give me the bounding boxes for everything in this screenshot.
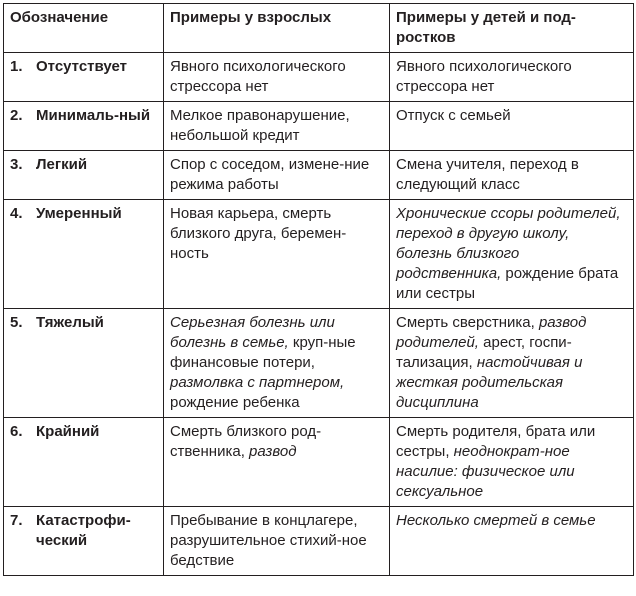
header-row (4, 4, 634, 53)
table-row (4, 309, 634, 418)
children-example-cell (390, 102, 634, 151)
severity-label: Тяжелый (36, 314, 104, 331)
adults-example-cell (164, 507, 390, 576)
severity-cell (4, 102, 164, 151)
severity-number: 6. (10, 423, 23, 440)
children-example-text: Отпуск с семьей (396, 107, 511, 124)
table-row (4, 53, 634, 102)
severity-label: Катастрофи-ческий (36, 512, 131, 549)
severity-number: 2. (10, 107, 23, 124)
stressor-table (3, 3, 634, 576)
severity-cell (4, 309, 164, 418)
adults-example-text: размолвка с партнером, (170, 374, 345, 391)
table-row (4, 418, 634, 507)
children-example-text: Явного психологического стрессора нет (396, 58, 572, 95)
severity-number: 1. (10, 58, 23, 75)
severity-label: Легкий (36, 156, 88, 173)
severity-cell (4, 507, 164, 576)
severity-label: Отсутствует (36, 58, 128, 75)
adults-example-text: Новая карьера, смерть близкого друга, беремен-ность (170, 205, 347, 262)
children-example-cell (390, 309, 634, 418)
severity-number: 5. (10, 314, 23, 331)
children-example-text: рождение брата или сестры (396, 265, 619, 302)
children-example-cell (390, 507, 634, 576)
children-example-text: арест, госпи-тализация, (396, 334, 572, 371)
severity-cell (4, 418, 164, 507)
adults-example-cell (164, 151, 390, 200)
adults-example-text: Явного психологического стрессора нет (170, 58, 346, 95)
adults-example-text: рождение ребенка (170, 394, 300, 411)
adults-example-text: Смерть близкого род-ственника, (170, 423, 322, 460)
adults-example-text: Мелкое правонарушение, небольшой кредит (170, 107, 350, 144)
children-example-cell (390, 200, 634, 309)
table-row (4, 151, 634, 200)
adults-example-cell (164, 53, 390, 102)
children-example-text: неоднократ-ное насилие: физическое или сексуальное (396, 443, 575, 500)
children-example-text: Несколько смертей в семье (396, 512, 596, 529)
severity-cell (4, 151, 164, 200)
severity-cell (4, 200, 164, 309)
children-example-text: Смерть сверстника, (396, 314, 539, 331)
severity-number: 7. (10, 512, 23, 529)
severity-cell (4, 53, 164, 102)
children-example-cell (390, 151, 634, 200)
children-example-text: Смерть родителя, брата или сестры, (396, 423, 596, 460)
header-designation: Обозначение (4, 4, 164, 53)
adults-example-text: развод (249, 443, 297, 460)
adults-example-text: Пребывание в концлагере, разрушительное стихий-ное бедствие (170, 512, 367, 569)
adults-example-cell (164, 418, 390, 507)
adults-example-cell (164, 102, 390, 151)
adults-example-text: Спор с соседом, измене-ние режима работы (170, 156, 370, 193)
severity-label: Минималь-ный (36, 107, 151, 124)
severity-number: 3. (10, 156, 23, 173)
table-row (4, 200, 634, 309)
severity-label: Крайний (36, 423, 100, 440)
adults-example-text: Серьезная болезнь или болезнь в семье, (170, 314, 335, 351)
severity-label: Умеренный (36, 205, 122, 222)
table-row (4, 102, 634, 151)
children-example-text: развод родителей, (396, 314, 587, 351)
children-example-text: Хронические ссоры родителей, переход в другую школу, болезнь близкого родственника, (396, 205, 621, 282)
children-example-text: настойчивая и жесткая родительская дисциплина (396, 354, 583, 411)
adults-example-cell (164, 309, 390, 418)
children-example-cell (390, 53, 634, 102)
adults-example-text: круп-ные финансовые потери, (170, 334, 356, 371)
adults-example-cell (164, 200, 390, 309)
children-example-cell (390, 418, 634, 507)
table-row (4, 507, 634, 576)
severity-number: 4. (10, 205, 23, 222)
header-children: Примеры у детей и под-ростков (390, 4, 634, 53)
header-adults: Примеры у взрослых (164, 4, 390, 53)
children-example-text: Смена учителя, переход в следующий класс (396, 156, 579, 193)
